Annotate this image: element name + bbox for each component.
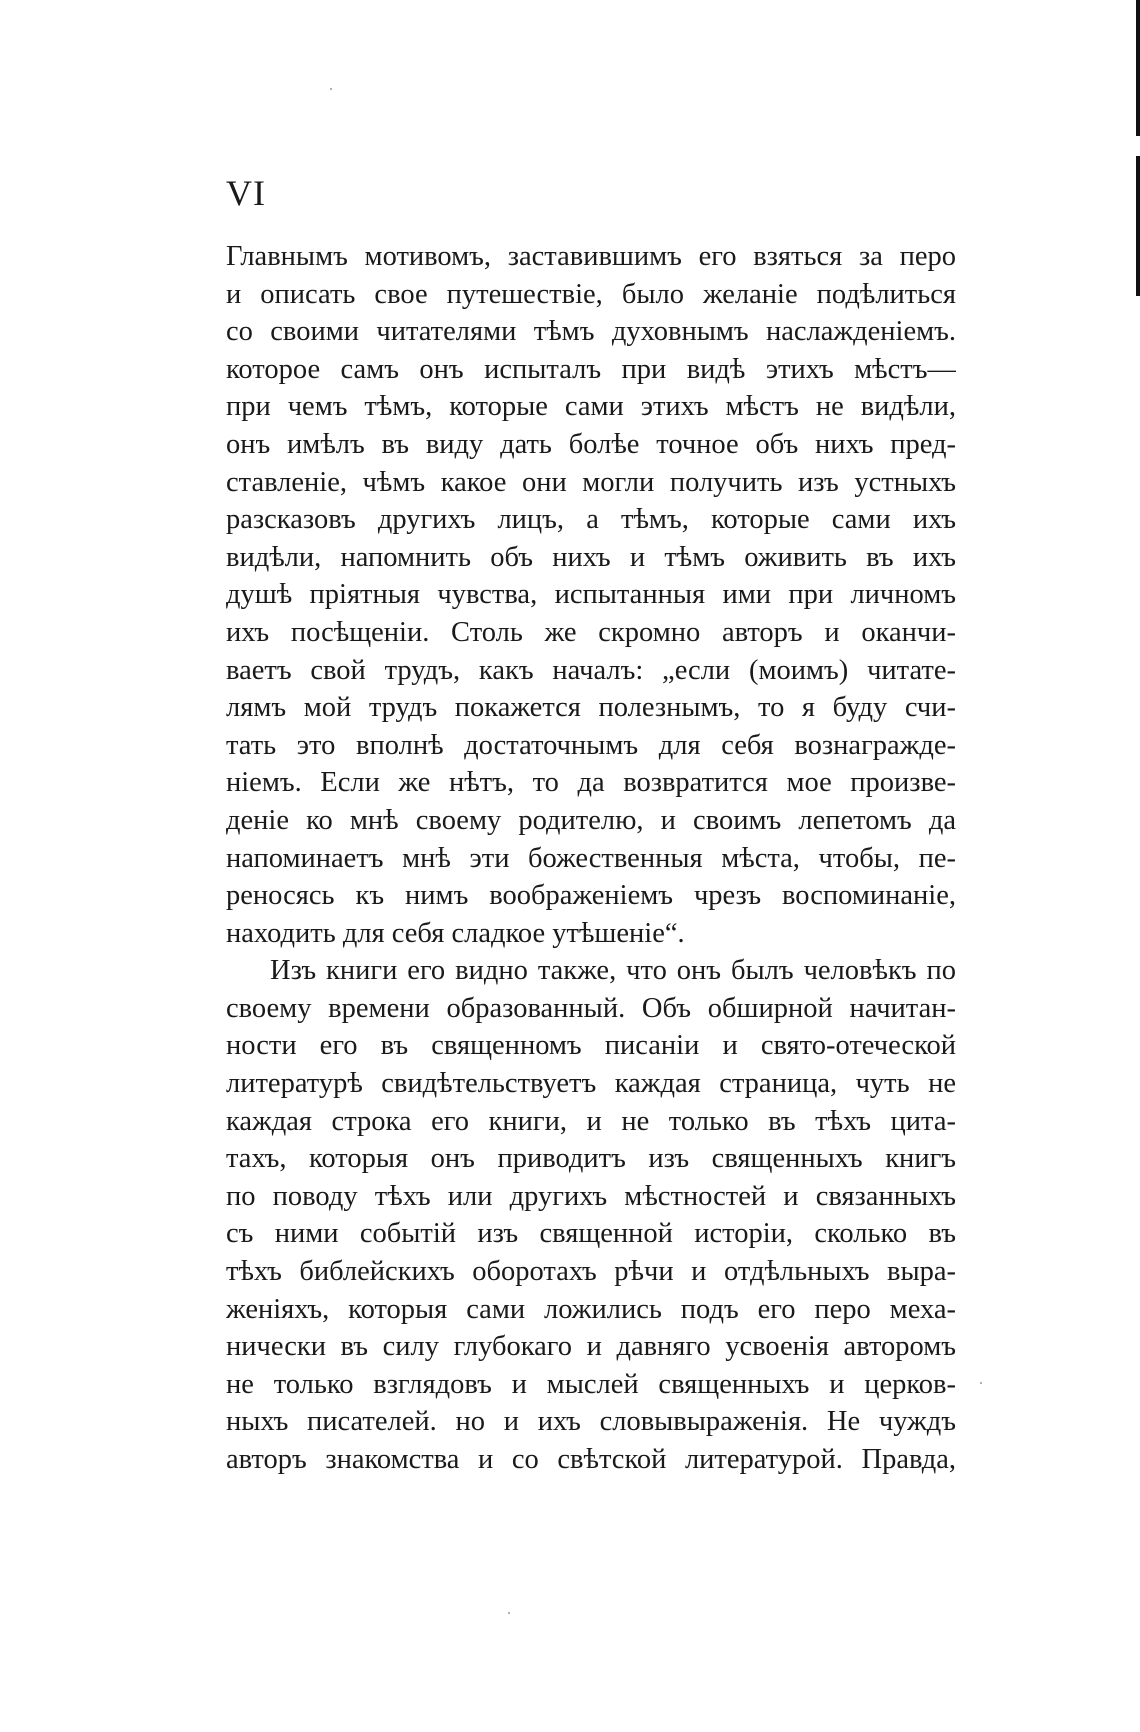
text-line: Главнымъ мотивомъ, заставившимъ его взяться за перо — [226, 241, 956, 272]
page-edge-shadow — [1136, 0, 1140, 136]
text-line: не только взглядовъ и мыслей священныхъ и церков- — [226, 1368, 956, 1400]
text-line: тать это вполнѣ достаточнымъ для себя вознагражде- — [226, 729, 956, 761]
text-line: съ ними событій изъ священной исторіи, сколько въ — [226, 1218, 956, 1250]
text-line: ныхъ писателей. но и ихъ словывыраженія. Не чуждъ — [226, 1406, 956, 1438]
text-line: тѣхъ библейскихъ оборотахъ рѣчи и отдѣльныхъ выра- — [226, 1256, 956, 1288]
text-line: авторъ знакомства и со свѣтской литературой. Правда, — [226, 1444, 956, 1475]
text-line: каждая строка его книги, и не только въ тѣхъ цита- — [226, 1105, 956, 1137]
text-line: видѣли, напомнить объ нихъ и тѣмъ оживить въ ихъ — [226, 541, 956, 573]
text-line: ихъ посѣщеніи. Столь же скромно авторъ и оканчи- — [226, 616, 956, 648]
paragraph — [226, 952, 956, 1478]
text-line: ности его въ священномъ писаніи и свято-отеческой — [226, 1030, 956, 1062]
scan-speck — [508, 1612, 510, 1614]
paragraph — [226, 238, 956, 952]
text-line: своему времени образованный. Объ обширной начитан- — [226, 992, 956, 1024]
text-line: ваетъ свой трудъ, какъ началъ: „если (моимъ) читате- — [226, 654, 956, 686]
text-line: онъ имѣлъ въ виду дать болѣе точное объ нихъ пред- — [226, 428, 956, 460]
text-line: со своими читателями тѣмъ духовнымъ наслажденіемъ. — [226, 316, 956, 348]
text-line: по поводу тѣхъ или другихъ мѣстностей и связанныхъ — [226, 1180, 956, 1212]
text-line: ніемъ. Если же нѣтъ, то да возвратится мое произве- — [226, 767, 956, 799]
text-line: напоминаетъ мнѣ эти божественныя мѣста, чтобы, пе- — [226, 842, 956, 874]
text-line: которое самъ онъ испыталъ при видѣ этихъ мѣстъ— — [226, 353, 956, 385]
scan-speck — [980, 1382, 982, 1384]
page-edge-shadow — [1136, 156, 1140, 296]
text-line: и описать свое путешествіе, было желаніе подѣлиться — [226, 278, 956, 310]
text-line: Изъ книги его видно также, что онъ былъ человѣкъ по — [270, 955, 956, 987]
text-line: нически въ силу глубокаго и давняго усвоенія авторомъ — [226, 1331, 956, 1363]
text-line: деніе ко мнѣ своему родителю, и своимъ лепетомъ да — [226, 804, 956, 836]
body-text — [226, 238, 956, 1479]
text-line: лямъ мой трудъ покажется полезнымъ, то я буду счи- — [226, 692, 956, 724]
text-line: литературѣ свидѣтельствуетъ каждая страница, чуть не — [226, 1068, 956, 1100]
text-line: ставленіе, чѣмъ какое они могли получить изъ устныхъ — [226, 466, 956, 498]
text-line: женіяхъ, которыя сами ложились подъ его перо меха- — [226, 1293, 956, 1325]
text-line: при чемъ тѣмъ, которые сами этихъ мѣстъ не видѣли, — [226, 391, 956, 423]
text-line: душѣ пріятныя чувства, испытанныя ими при личномъ — [226, 579, 956, 611]
text-line: тахъ, которыя онъ приводитъ изъ священныхъ книгъ — [226, 1143, 956, 1175]
text-line: находить для себя сладкое утѣшеніе“. — [226, 917, 685, 949]
page-number: VI — [226, 173, 266, 213]
text-line: реносясь къ нимъ воображеніемъ чрезъ воспоминаніе, — [226, 880, 956, 912]
scan-speck — [330, 88, 332, 90]
text-line: разсказовъ другихъ лицъ, а тѣмъ, которые сами ихъ — [226, 504, 956, 536]
